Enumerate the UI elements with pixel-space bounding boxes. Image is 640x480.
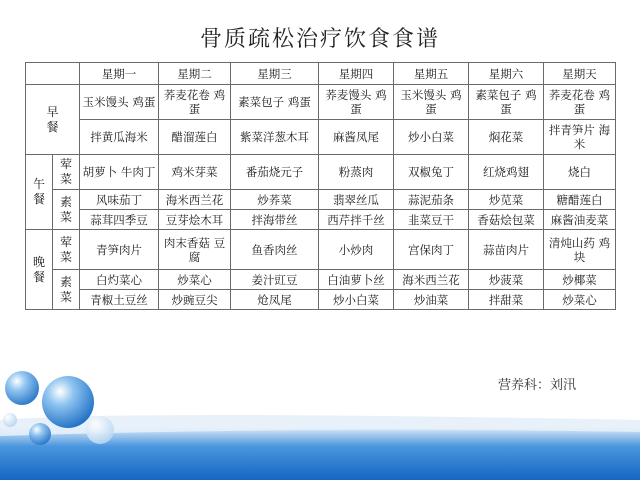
bubble-medium: [5, 371, 39, 405]
bubble-light: [86, 416, 114, 444]
lunch-meat-dish: 胡萝卜 牛肉丁: [80, 155, 159, 190]
dinner-veg-dish: 炒豌豆尖: [159, 290, 231, 310]
dinner-veg-dish: 拌甜菜: [469, 290, 544, 310]
lunch-veg-dish: 蒜茸四季豆: [80, 210, 159, 230]
breakfast-row: [26, 85, 616, 120]
day-header: 星期四: [319, 63, 394, 85]
lunch-veg-dish: 豆芽烩木耳: [159, 210, 231, 230]
dinner-veg-dish: 白油萝卜丝: [319, 270, 394, 290]
breakfast-label-text: 早餐: [46, 104, 59, 134]
lunch-veg-row: [26, 190, 616, 210]
bubble-tiny: [3, 413, 17, 427]
dinner-veg-dish: 炝凤尾: [231, 290, 319, 310]
lunch-veg-dish: 蒜泥茄条: [394, 190, 469, 210]
footer-credit: 营养科：刘汛: [497, 378, 576, 393]
dinner-meat-dish: 蒜苗肉片: [469, 230, 544, 270]
lunch-veg-dish: 西芹拌千丝: [319, 210, 394, 230]
lunch-veg-label-text: 素菜: [59, 194, 72, 224]
lunch-meat-label: [53, 155, 80, 190]
dinner-veg-dish: 炒菠菜: [469, 270, 544, 290]
lunch-veg-label: [53, 190, 80, 230]
bubble-small: [29, 423, 51, 445]
dinner-meat-dish: 清炖山药 鸡块: [544, 230, 616, 270]
breakfast-dish: 醋溜莲白: [159, 120, 231, 155]
breakfast-dish: 麻酱凤尾: [319, 120, 394, 155]
dinner-veg-dish: 炒菜心: [159, 270, 231, 290]
dinner-meat-dish: 小炒肉: [319, 230, 394, 270]
breakfast-dish: 炒小白菜: [394, 120, 469, 155]
lunch-veg-dish: 炒荞菜: [231, 190, 319, 210]
breakfast-label: [26, 85, 80, 155]
lunch-veg-row: [26, 210, 616, 230]
lunch-veg-dish: 拌海带丝: [231, 210, 319, 230]
lunch-meat-row: [26, 155, 616, 190]
lunch-meat-dish: 红烧鸡翅: [469, 155, 544, 190]
lunch-veg-dish: 翡翠丝瓜: [319, 190, 394, 210]
dinner-meat-dish: 宫保肉丁: [394, 230, 469, 270]
day-header: 星期天: [544, 63, 616, 85]
dinner-veg-label-text: 素菜: [59, 274, 72, 304]
breakfast-dish: 拌黄瓜海米: [80, 120, 159, 155]
lunch-veg-dish: 海米西兰花: [159, 190, 231, 210]
dinner-veg-dish: 姜汁豇豆: [231, 270, 319, 290]
day-header: 星期三: [231, 63, 319, 85]
lunch-meat-dish: 粉蒸肉: [319, 155, 394, 190]
breakfast-row: [26, 120, 616, 155]
header-row: [26, 63, 616, 85]
breakfast-dish: 玉米馒头 鸡蛋: [80, 85, 159, 120]
dinner-veg-row: [26, 290, 616, 310]
day-header: 星期六: [469, 63, 544, 85]
lunch-veg-dish: 韭菜豆干: [394, 210, 469, 230]
bottom-band: [0, 428, 640, 480]
dinner-veg-dish: 炒椰菜: [544, 270, 616, 290]
breakfast-dish: 荞麦花卷 鸡蛋: [544, 85, 616, 120]
bubble-large: [42, 376, 94, 428]
breakfast-dish: 荞麦花卷 鸡蛋: [159, 85, 231, 120]
breakfast-dish: 玉米馒头 鸡蛋: [394, 85, 469, 120]
page-title: 骨质疏松治疗饮食食谱: [199, 27, 440, 52]
lunch-label-text: 午餐: [32, 177, 45, 206]
dinner-veg-dish: 炒菜心: [544, 290, 616, 310]
day-header: 星期二: [159, 63, 231, 85]
dinner-veg-dish: 海米西兰花: [394, 270, 469, 290]
dinner-veg-dish: 青椒土豆丝: [80, 290, 159, 310]
lunch-label: [26, 155, 53, 230]
lunch-meat-dish: 鸡米芽菜: [159, 155, 231, 190]
breakfast-dish: 素菜包子 鸡蛋: [231, 85, 319, 120]
lunch-veg-dish: 炒苋菜: [469, 190, 544, 210]
dinner-meat-dish: 青笋肉片: [80, 230, 159, 270]
lunch-veg-dish: 糖醋莲白: [544, 190, 616, 210]
lunch-meat-dish: 烧白: [544, 155, 616, 190]
breakfast-dish: 荞麦馒头 鸡蛋: [319, 85, 394, 120]
dinner-veg-label: [53, 270, 80, 310]
lunch-meat-dish: 双椒兔丁: [394, 155, 469, 190]
breakfast-dish: 焖花菜: [469, 120, 544, 155]
dinner-veg-dish: 白灼菜心: [80, 270, 159, 290]
dinner-veg-dish: 炒油菜: [394, 290, 469, 310]
dinner-meat-dish: 肉末香菇 豆腐: [159, 230, 231, 270]
menu-table: [25, 62, 616, 310]
day-header: 星期五: [394, 63, 469, 85]
bottom-curve: [0, 415, 640, 436]
corner-cell: [26, 63, 80, 85]
dinner-veg-row: [26, 270, 616, 290]
lunch-veg-dish: 香菇烩包菜: [469, 210, 544, 230]
dinner-meat-label: [53, 230, 80, 270]
dinner-meat-dish: 鱼香肉丝: [231, 230, 319, 270]
lunch-meat-dish: 番茄烧元子: [231, 155, 319, 190]
breakfast-dish: 拌青笋片 海米: [544, 120, 616, 155]
dinner-label-text: 晚餐: [32, 254, 45, 284]
lunch-veg-dish: 麻酱油麦菜: [544, 210, 616, 230]
dinner-label: [26, 230, 53, 310]
dinner-meat-row: [26, 230, 616, 270]
breakfast-dish: 素菜包子 鸡蛋: [469, 85, 544, 120]
lunch-meat-label-text: 荤菜: [59, 157, 72, 186]
dinner-veg-dish: 炒小白菜: [319, 290, 394, 310]
day-header: 星期一: [80, 63, 159, 85]
lunch-veg-dish: 风味茄丁: [80, 190, 159, 210]
dinner-meat-label-text: 荤菜: [59, 234, 72, 264]
breakfast-dish: 紫菜洋葱木耳: [231, 120, 319, 155]
